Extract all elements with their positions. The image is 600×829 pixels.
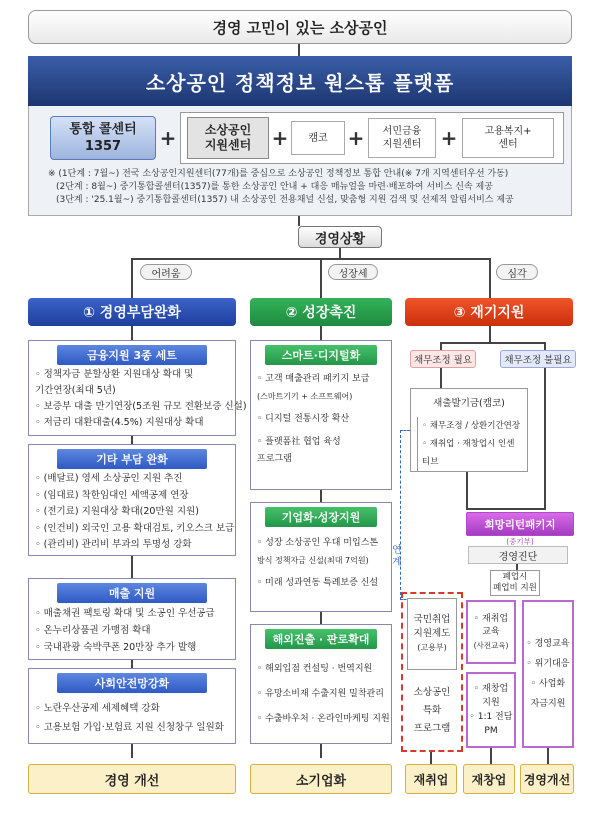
list-item: ◦ 온누리상품권 가맹점 확대	[35, 625, 151, 636]
debt-adjust-not-needed: 채무조정 불필요	[500, 350, 576, 368]
list-item: 프로그램	[257, 454, 292, 464]
list-item: ◦ 디지털 전통시장 확산	[257, 414, 350, 424]
restart-line4: PM	[484, 726, 498, 736]
connector-col2	[320, 258, 322, 298]
section-title: 매출 지원	[57, 583, 207, 603]
mgmt-line1: ◦ 경영교육	[526, 639, 570, 649]
result-label: 소기업화	[295, 773, 347, 789]
package-title: 희망리턴패키지	[484, 518, 556, 531]
closure-support-box	[490, 570, 540, 596]
list-item: ◦ 국내관광 숙박쿠폰 20만장 추가 발행	[35, 642, 197, 653]
section-title: 금융지원 3종 세트	[57, 345, 207, 365]
management-edu-text	[524, 602, 572, 746]
callcenter-box	[50, 116, 156, 160]
note-line: (2단계 : 8월~) 중기통합콜센터(1357)를 통한 소상공인 안내 + 대응 매뉴얼을 마련·배포하여 서비스 신속 제공	[56, 182, 493, 192]
list-item: 방식 정책자금 신설(최대 7억원)	[257, 556, 369, 565]
connector	[544, 368, 546, 508]
diagnosis-box: 경영진단	[468, 546, 568, 564]
section-sales	[28, 578, 236, 660]
list-item: ◦ 매출채권 팩토링 확대 및 소공인 우선공급	[35, 608, 215, 619]
arrow-top	[298, 44, 300, 56]
link-dashed-line	[400, 430, 410, 600]
column-growth	[250, 298, 392, 326]
list-item: ◦ 정책자금 분할상환 지원대상 확대 및	[35, 369, 194, 380]
section-title: 사회안전망강화	[57, 673, 207, 693]
section-title: 기업화·성장지원	[265, 507, 377, 527]
connector-horizontal	[440, 342, 546, 344]
closure-line2: 폐업비 지원	[493, 583, 537, 593]
connector-col3	[489, 258, 491, 298]
sosang-center-line2: 지원센터	[204, 138, 252, 152]
restart-support-text	[468, 674, 514, 746]
section-items	[29, 605, 235, 656]
link-label: 연계	[392, 545, 402, 568]
list-item: (스마트기기 + 소프트웨어)	[257, 392, 353, 401]
special-program-box	[407, 676, 457, 746]
mgmt-line3: ◦ 사업화	[530, 679, 566, 689]
section-title: 해외진출 · 판로확대	[265, 629, 377, 649]
mgmt-line4: 자금지원	[530, 699, 566, 709]
situation-box	[298, 226, 382, 248]
plus-sign: +	[271, 126, 289, 150]
top-title	[28, 10, 572, 44]
column-title: ① 경영부담완화	[83, 305, 181, 321]
reemploy-line2: 교육	[482, 626, 500, 637]
column-burden-relief	[28, 298, 236, 326]
list-item: ◦ 채무조정 / 상환기간연장	[422, 421, 521, 431]
restart-line2: 지원	[482, 698, 500, 708]
partner-employment-center	[462, 118, 554, 158]
plus-sign: +	[159, 126, 177, 150]
restart-support-box	[466, 672, 516, 748]
connector	[440, 368, 442, 388]
result-label: 경영 개선	[104, 773, 160, 789]
situation-label: 경영상황	[314, 231, 366, 247]
section-items	[251, 371, 391, 468]
section-enterprise-growth	[250, 502, 392, 612]
section-safety-net	[28, 668, 236, 744]
debt-adjust-needed: 채무조정 필요	[410, 350, 476, 368]
list-item: ◦ 유망소비재 수출지원 밀착관리	[257, 689, 384, 699]
list-item: ◦ 미래 성과연동 특례보증 신설	[257, 578, 379, 588]
connector-horizontal	[466, 508, 546, 510]
plus-sign: +	[347, 126, 365, 150]
note-line: (3단계 : '25.1월~) 중기통합콜센터(1357) 내 소상공인 전용채널 신설, 맞춤형 지원 검색 및 선제적 알림서비스 제공	[56, 195, 514, 205]
list-item: ◦ (인건비) 외국인 고용 확대검토, 키오스크 보급	[35, 522, 235, 534]
special-line1: 소상공인	[413, 687, 451, 698]
list-item: ◦ 고객 매출관리 패키지 보급	[257, 374, 370, 384]
partner-employment-line1: 고용복지+	[484, 126, 532, 137]
connector	[440, 342, 442, 350]
fund-title: 새출발기금(캠코)	[433, 398, 505, 409]
section-smart-digital	[250, 340, 392, 490]
section-finance	[28, 340, 247, 436]
fresh-start-fund-box	[410, 388, 528, 472]
tag-growth: 성장세	[328, 264, 378, 280]
management-edu-box	[522, 600, 574, 748]
list-item: ◦ (임대료) 착한임대인 세액공제 연장	[35, 489, 189, 501]
note-line: ※ (1단계 : 7월~) 전국 소상공인지원센터(77개)를 중심으로 소상공인 정책정보 통합 안내(※ 7개 지역센터우선 가동)	[48, 169, 509, 179]
fund-items	[417, 417, 521, 471]
plus-sign: +	[440, 126, 458, 150]
special-line3: 프로그램	[413, 723, 451, 734]
employment-line1: 국민취업	[413, 614, 451, 625]
list-item: ◦ 수출바우처 · 온라인마케팅 지원	[257, 714, 390, 724]
top-title-text: 경영 고민이 있는 소상공인	[212, 18, 388, 37]
partner-finance-center	[368, 118, 436, 158]
list-item: ◦ 보증부 대출 만기연장(5조원 규모 전환보증 신설)	[35, 401, 247, 412]
national-employment-box	[407, 598, 457, 670]
list-item: ◦ (전기료) 지원대상 확대(20만원 지원)	[35, 506, 199, 517]
platform-banner	[28, 56, 572, 106]
connector	[544, 342, 546, 350]
column-title: ③ 재기지원	[453, 305, 525, 321]
tag-difficult: 어려움	[140, 264, 192, 280]
employment-line3: (고용부)	[417, 643, 447, 652]
result-small-business	[250, 764, 392, 794]
result-management: 경영개선	[520, 764, 574, 794]
reemploy-line1: ◦ 재취업	[473, 613, 509, 624]
section-items	[29, 471, 235, 554]
section-overseas	[250, 624, 392, 744]
reemploy-line3: (사전교육)	[473, 640, 509, 650]
callcenter-line2: 1357	[84, 139, 122, 154]
connector	[490, 748, 492, 764]
list-item: ◦ (배달료) 영세 소상공인 지원 추진	[35, 473, 183, 484]
list-item: ◦ 해외입점 컨설팅 · 번역지원	[257, 664, 373, 674]
sosang-center-line1: 소상공인	[204, 123, 252, 137]
list-item: ◦ 플랫폼社 협업 육성	[257, 437, 341, 447]
connector	[547, 748, 549, 764]
section-title: 기타 부담 완화	[57, 449, 207, 469]
tag-severe: 심각	[496, 264, 538, 280]
list-item: ◦ (관리비) 관리비 부과의 투명성 강화	[35, 539, 192, 550]
result-restart: 재창업	[463, 764, 515, 794]
partner-finance-line2: 지원센터	[382, 139, 422, 150]
partner-finance-line1: 서민금융	[382, 126, 422, 137]
mgmt-line2: ◦ 위기대응	[526, 659, 570, 669]
connector	[466, 472, 468, 508]
connector	[339, 248, 341, 258]
platform-notes	[48, 168, 558, 207]
package-subtitle: (중기부)	[506, 536, 534, 546]
list-item: ◦ 고용보험 가입·보험료 지원 신청창구 일원화	[35, 722, 224, 733]
partner-employment-line2: 센터	[498, 139, 518, 150]
sosang-center-box	[187, 117, 269, 159]
connector-horizontal	[131, 258, 491, 260]
list-item: 기간연장(최대 5년)	[35, 385, 116, 396]
list-item: ◦ 성장 소상공인 우대 미입스톤	[257, 538, 379, 548]
connector	[489, 326, 491, 342]
column-title: ② 성장촉진	[285, 305, 357, 321]
arrow-situation	[298, 216, 300, 226]
connector	[430, 752, 432, 764]
reemployment-edu-text	[468, 602, 514, 662]
list-item: ◦ 저금리 대환대출(4.5%) 지원대상 확대	[35, 417, 204, 428]
section-items	[251, 657, 391, 732]
restart-line1: ◦ 재창업	[473, 684, 509, 694]
platform-title: 소상공인 정책정보 원스톱 플랫폼	[145, 70, 455, 95]
partner-kamco	[291, 121, 345, 155]
callcenter-line1: 통합 콜센터	[69, 122, 137, 137]
reemployment-edu-box	[466, 600, 516, 664]
column-recovery	[405, 298, 573, 326]
connector-col1	[131, 258, 133, 298]
partner-kamco-line1: 캠코	[308, 132, 328, 144]
list-item: ◦ 노란우산공제 세제혜택 강화	[35, 703, 160, 714]
restart-line3: ◦ 1:1 전담	[469, 712, 513, 722]
hope-return-package	[466, 512, 574, 536]
closure-line1: 폐업시	[502, 572, 528, 582]
section-title: 스마트·디지털화	[265, 345, 377, 365]
section-items	[29, 699, 235, 737]
section-items	[29, 367, 247, 431]
special-line2: 특화	[422, 705, 442, 716]
section-items	[251, 535, 391, 592]
result-management-improvement	[28, 764, 236, 794]
employment-line2: 지원제도	[413, 628, 451, 639]
result-reemployment: 재취업	[405, 764, 457, 794]
list-item: ◦ 재취업 · 재창업시 인센티브	[422, 439, 515, 467]
section-other-burden	[28, 444, 236, 556]
